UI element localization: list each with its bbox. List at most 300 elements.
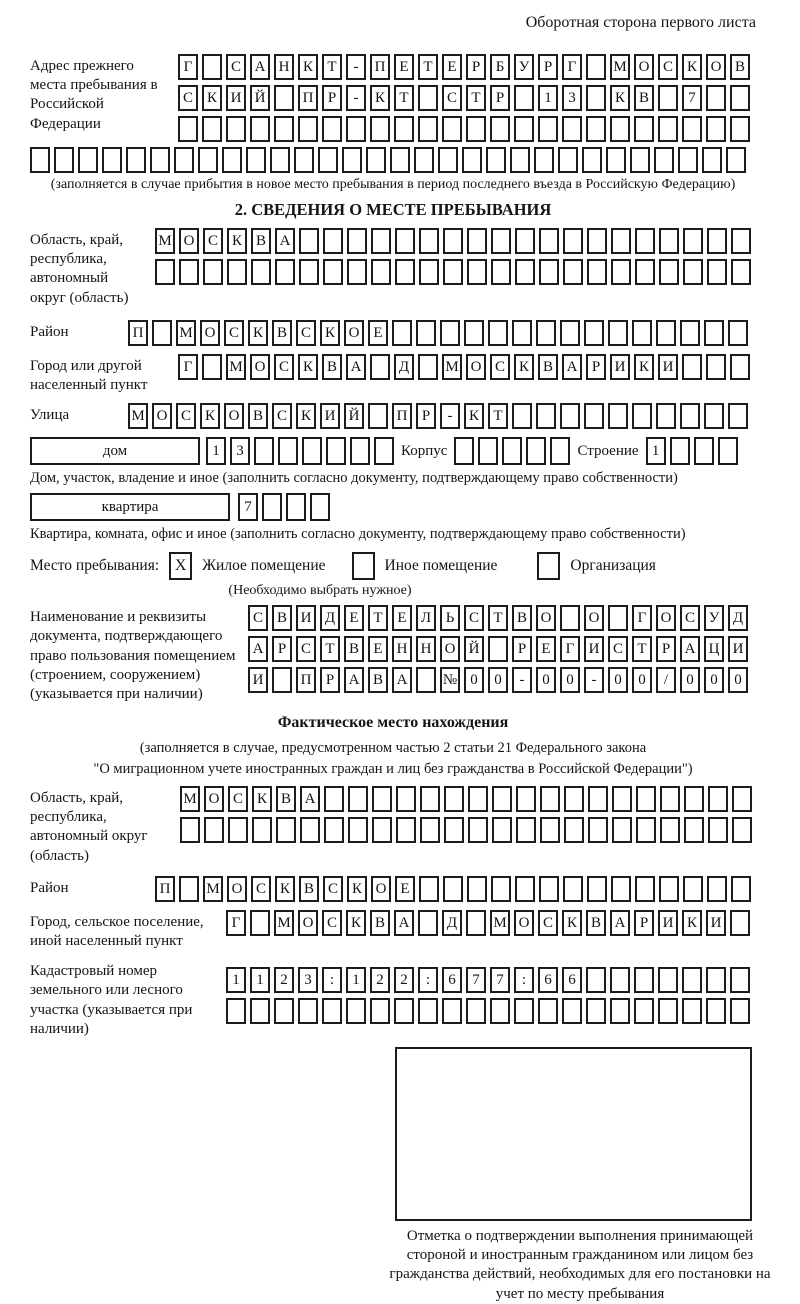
char-cell[interactable]: [486, 147, 506, 173]
char-cell[interactable]: 0: [680, 667, 700, 693]
char-cell[interactable]: 7: [682, 85, 702, 111]
char-cell[interactable]: И: [584, 636, 604, 662]
char-cell[interactable]: Б: [490, 54, 510, 80]
char-cell[interactable]: [586, 967, 606, 993]
char-cell[interactable]: [179, 876, 199, 902]
char-cell[interactable]: [274, 85, 294, 111]
char-cell[interactable]: [708, 817, 728, 843]
char-cell[interactable]: [491, 259, 511, 285]
char-cell[interactable]: Г: [560, 636, 580, 662]
char-cell[interactable]: [516, 817, 536, 843]
char-cell[interactable]: Л: [416, 605, 436, 631]
char-cell[interactable]: Т: [466, 85, 486, 111]
char-cell[interactable]: [419, 228, 439, 254]
char-cell[interactable]: [488, 636, 508, 662]
char-cell[interactable]: [612, 817, 632, 843]
char-cell[interactable]: М: [490, 910, 510, 936]
char-cell[interactable]: [298, 998, 318, 1024]
char-cell[interactable]: 0: [728, 667, 748, 693]
char-cell[interactable]: М: [610, 54, 630, 80]
char-cell[interactable]: Д: [394, 354, 414, 380]
char-cell[interactable]: [152, 320, 172, 346]
char-cell[interactable]: [608, 320, 628, 346]
char-cell[interactable]: В: [512, 605, 532, 631]
char-cell[interactable]: [416, 667, 436, 693]
char-cell[interactable]: К: [200, 403, 220, 429]
char-cell[interactable]: [467, 228, 487, 254]
char-cell[interactable]: [587, 228, 607, 254]
char-cell[interactable]: А: [562, 354, 582, 380]
char-cell[interactable]: [704, 320, 724, 346]
char-cell[interactable]: К: [252, 786, 272, 812]
char-cell[interactable]: [730, 116, 750, 142]
char-cell[interactable]: [274, 998, 294, 1024]
char-cell[interactable]: 2: [370, 967, 390, 993]
char-cell[interactable]: Т: [632, 636, 652, 662]
char-cell[interactable]: О: [204, 786, 224, 812]
char-cell[interactable]: [270, 147, 290, 173]
char-cell[interactable]: [490, 116, 510, 142]
char-cell[interactable]: [680, 320, 700, 346]
char-cell[interactable]: [634, 998, 654, 1024]
char-cell[interactable]: [684, 786, 704, 812]
char-cell[interactable]: [630, 147, 650, 173]
char-cell[interactable]: Т: [320, 636, 340, 662]
char-cell[interactable]: Ц: [704, 636, 724, 662]
char-cell[interactable]: [396, 817, 416, 843]
char-cell[interactable]: 2: [394, 967, 414, 993]
char-cell[interactable]: [324, 786, 344, 812]
char-cell[interactable]: [346, 116, 366, 142]
char-cell[interactable]: [586, 116, 606, 142]
char-cell[interactable]: [514, 85, 534, 111]
char-cell[interactable]: К: [610, 85, 630, 111]
char-cell[interactable]: [634, 116, 654, 142]
char-cell[interactable]: П: [128, 320, 148, 346]
char-cell[interactable]: К: [298, 54, 318, 80]
char-cell[interactable]: [510, 147, 530, 173]
char-cell[interactable]: [202, 54, 222, 80]
char-cell[interactable]: А: [392, 667, 412, 693]
char-cell[interactable]: [371, 259, 391, 285]
char-cell[interactable]: [534, 147, 554, 173]
char-cell[interactable]: М: [274, 910, 294, 936]
char-cell[interactable]: С: [176, 403, 196, 429]
char-cell[interactable]: [728, 320, 748, 346]
char-cell[interactable]: [346, 998, 366, 1024]
char-cell[interactable]: Р: [586, 354, 606, 380]
char-cell[interactable]: 1: [346, 967, 366, 993]
char-cell[interactable]: [635, 228, 655, 254]
char-cell[interactable]: В: [322, 354, 342, 380]
char-cell[interactable]: [467, 876, 487, 902]
char-cell[interactable]: [323, 259, 343, 285]
char-cell[interactable]: [587, 876, 607, 902]
char-cell[interactable]: С: [680, 605, 700, 631]
char-cell[interactable]: [420, 817, 440, 843]
char-cell[interactable]: [539, 259, 559, 285]
char-cell[interactable]: -: [346, 54, 366, 80]
char-cell[interactable]: К: [248, 320, 268, 346]
char-cell[interactable]: [466, 998, 486, 1024]
char-cell[interactable]: [502, 437, 522, 465]
char-cell[interactable]: [514, 998, 534, 1024]
char-cell[interactable]: Ь: [440, 605, 460, 631]
char-cell[interactable]: [347, 259, 367, 285]
char-cell[interactable]: [443, 876, 463, 902]
char-cell[interactable]: [704, 403, 724, 429]
char-cell[interactable]: К: [347, 876, 367, 902]
char-cell[interactable]: [516, 786, 536, 812]
char-cell[interactable]: [694, 437, 714, 465]
char-cell[interactable]: [588, 786, 608, 812]
char-cell[interactable]: [395, 228, 415, 254]
char-cell[interactable]: Е: [344, 605, 364, 631]
char-cell[interactable]: [419, 876, 439, 902]
char-cell[interactable]: 6: [538, 967, 558, 993]
char-cell[interactable]: [560, 320, 580, 346]
char-cell[interactable]: 0: [488, 667, 508, 693]
char-cell[interactable]: [538, 116, 558, 142]
char-cell[interactable]: [274, 116, 294, 142]
char-cell[interactable]: [731, 259, 751, 285]
char-cell[interactable]: [670, 437, 690, 465]
char-cell[interactable]: [584, 403, 604, 429]
char-cell[interactable]: 0: [608, 667, 628, 693]
char-cell[interactable]: Р: [634, 910, 654, 936]
char-cell[interactable]: О: [584, 605, 604, 631]
char-cell[interactable]: [560, 403, 580, 429]
char-cell[interactable]: И: [706, 910, 726, 936]
char-cell[interactable]: [250, 998, 270, 1024]
char-cell[interactable]: [491, 876, 511, 902]
char-cell[interactable]: [730, 910, 750, 936]
char-cell[interactable]: Р: [322, 85, 342, 111]
char-cell[interactable]: [54, 147, 74, 173]
char-cell[interactable]: [684, 817, 704, 843]
char-cell[interactable]: [587, 259, 607, 285]
char-cell[interactable]: К: [682, 54, 702, 80]
char-cell[interactable]: [514, 116, 534, 142]
char-cell[interactable]: [658, 116, 678, 142]
char-cell[interactable]: К: [346, 910, 366, 936]
char-cell[interactable]: Е: [442, 54, 462, 80]
char-cell[interactable]: Е: [368, 320, 388, 346]
char-cell[interactable]: [608, 403, 628, 429]
char-cell[interactable]: [254, 437, 274, 465]
char-cell[interactable]: [348, 817, 368, 843]
char-cell[interactable]: П: [370, 54, 390, 80]
char-cell[interactable]: [418, 910, 438, 936]
char-cell[interactable]: [302, 437, 322, 465]
char-cell[interactable]: [418, 85, 438, 111]
char-cell[interactable]: [732, 786, 752, 812]
char-cell[interactable]: Р: [416, 403, 436, 429]
char-cell[interactable]: [250, 116, 270, 142]
char-cell[interactable]: К: [202, 85, 222, 111]
char-cell[interactable]: 3: [230, 437, 250, 465]
char-cell[interactable]: С: [538, 910, 558, 936]
char-cell[interactable]: [180, 817, 200, 843]
char-cell[interactable]: И: [296, 605, 316, 631]
char-cell[interactable]: С: [323, 876, 343, 902]
char-cell[interactable]: [371, 228, 391, 254]
char-cell[interactable]: О: [298, 910, 318, 936]
char-cell[interactable]: [563, 259, 583, 285]
char-cell[interactable]: [299, 228, 319, 254]
char-cell[interactable]: [467, 259, 487, 285]
char-cell[interactable]: [512, 320, 532, 346]
char-cell[interactable]: А: [248, 636, 268, 662]
char-cell[interactable]: -: [440, 403, 460, 429]
char-cell[interactable]: [179, 259, 199, 285]
char-cell[interactable]: [394, 116, 414, 142]
char-cell[interactable]: [659, 228, 679, 254]
char-cell[interactable]: К: [227, 228, 247, 254]
char-cell[interactable]: 7: [490, 967, 510, 993]
char-cell[interactable]: [632, 403, 652, 429]
char-cell[interactable]: [538, 998, 558, 1024]
char-cell[interactable]: [444, 817, 464, 843]
char-cell[interactable]: [468, 786, 488, 812]
char-cell[interactable]: 2: [274, 967, 294, 993]
char-cell[interactable]: 6: [442, 967, 462, 993]
char-cell[interactable]: [708, 786, 728, 812]
char-cell[interactable]: М: [203, 876, 223, 902]
char-cell[interactable]: [678, 147, 698, 173]
char-cell[interactable]: [515, 259, 535, 285]
char-cell[interactable]: [731, 876, 751, 902]
char-cell[interactable]: В: [368, 667, 388, 693]
char-cell[interactable]: [438, 147, 458, 173]
char-cell[interactable]: С: [248, 605, 268, 631]
char-cell[interactable]: [659, 876, 679, 902]
char-cell[interactable]: Р: [512, 636, 532, 662]
char-cell[interactable]: Р: [538, 54, 558, 80]
char-cell[interactable]: [250, 910, 270, 936]
char-cell[interactable]: О: [371, 876, 391, 902]
char-cell[interactable]: [174, 147, 194, 173]
char-cell[interactable]: [202, 354, 222, 380]
char-cell[interactable]: [202, 116, 222, 142]
char-cell[interactable]: [584, 320, 604, 346]
char-cell[interactable]: Е: [394, 54, 414, 80]
char-cell[interactable]: В: [272, 605, 292, 631]
char-cell[interactable]: В: [276, 786, 296, 812]
char-cell[interactable]: [539, 228, 559, 254]
char-cell[interactable]: Р: [656, 636, 676, 662]
char-cell[interactable]: К: [562, 910, 582, 936]
char-cell[interactable]: Й: [464, 636, 484, 662]
char-cell[interactable]: К: [298, 354, 318, 380]
char-cell[interactable]: [656, 320, 676, 346]
char-cell[interactable]: [155, 259, 175, 285]
char-cell[interactable]: [635, 259, 655, 285]
char-cell[interactable]: [682, 998, 702, 1024]
char-cell[interactable]: М: [176, 320, 196, 346]
char-cell[interactable]: [252, 817, 272, 843]
char-cell[interactable]: [416, 320, 436, 346]
char-cell[interactable]: [658, 998, 678, 1024]
char-cell[interactable]: [324, 817, 344, 843]
char-cell[interactable]: 6: [562, 967, 582, 993]
char-cell[interactable]: У: [514, 54, 534, 80]
char-cell[interactable]: [683, 228, 703, 254]
char-cell[interactable]: [586, 54, 606, 80]
char-cell[interactable]: [539, 876, 559, 902]
char-cell[interactable]: Й: [250, 85, 270, 111]
char-cell[interactable]: [443, 228, 463, 254]
char-cell[interactable]: [658, 967, 678, 993]
char-cell[interactable]: 3: [562, 85, 582, 111]
char-cell[interactable]: О: [706, 54, 726, 80]
char-cell[interactable]: [560, 605, 580, 631]
char-cell[interactable]: [454, 437, 474, 465]
char-cell[interactable]: [226, 998, 246, 1024]
char-cell[interactable]: [586, 85, 606, 111]
char-cell[interactable]: [730, 998, 750, 1024]
char-cell[interactable]: Т: [418, 54, 438, 80]
char-cell[interactable]: Г: [632, 605, 652, 631]
char-cell[interactable]: М: [180, 786, 200, 812]
char-cell[interactable]: [298, 116, 318, 142]
char-cell[interactable]: М: [128, 403, 148, 429]
char-cell[interactable]: [418, 998, 438, 1024]
char-cell[interactable]: О: [250, 354, 270, 380]
char-cell[interactable]: [611, 876, 631, 902]
char-cell[interactable]: [682, 116, 702, 142]
char-cell[interactable]: О: [536, 605, 556, 631]
char-cell[interactable]: [394, 998, 414, 1024]
char-cell[interactable]: [536, 403, 556, 429]
char-cell[interactable]: [78, 147, 98, 173]
char-cell[interactable]: С: [608, 636, 628, 662]
char-cell[interactable]: [550, 437, 570, 465]
char-cell[interactable]: [654, 147, 674, 173]
char-cell[interactable]: [275, 259, 295, 285]
char-cell[interactable]: В: [251, 228, 271, 254]
char-cell[interactable]: [370, 354, 390, 380]
char-cell[interactable]: С: [203, 228, 223, 254]
char-cell[interactable]: [251, 259, 271, 285]
char-cell[interactable]: [348, 786, 368, 812]
char-cell[interactable]: [536, 320, 556, 346]
char-cell[interactable]: Д: [728, 605, 748, 631]
char-cell[interactable]: И: [226, 85, 246, 111]
char-cell[interactable]: [414, 147, 434, 173]
char-cell[interactable]: С: [296, 636, 316, 662]
char-cell[interactable]: 7: [466, 967, 486, 993]
char-cell[interactable]: 1: [250, 967, 270, 993]
char-cell[interactable]: [611, 259, 631, 285]
char-cell[interactable]: Е: [536, 636, 556, 662]
char-cell[interactable]: [492, 817, 512, 843]
char-cell[interactable]: С: [322, 910, 342, 936]
char-cell[interactable]: С: [442, 85, 462, 111]
char-cell[interactable]: С: [490, 354, 510, 380]
char-cell[interactable]: А: [250, 54, 270, 80]
char-cell[interactable]: [370, 116, 390, 142]
char-cell[interactable]: :: [322, 967, 342, 993]
char-cell[interactable]: С: [272, 403, 292, 429]
char-cell[interactable]: О: [152, 403, 172, 429]
char-cell[interactable]: [656, 403, 676, 429]
char-cell[interactable]: [564, 786, 584, 812]
char-cell[interactable]: -: [346, 85, 366, 111]
char-cell[interactable]: Р: [272, 636, 292, 662]
char-cell[interactable]: [658, 85, 678, 111]
char-cell[interactable]: [478, 437, 498, 465]
char-cell[interactable]: [440, 320, 460, 346]
char-cell[interactable]: С: [274, 354, 294, 380]
char-cell[interactable]: [730, 354, 750, 380]
char-cell[interactable]: :: [418, 967, 438, 993]
char-cell[interactable]: О: [514, 910, 534, 936]
char-cell[interactable]: С: [464, 605, 484, 631]
char-cell[interactable]: С: [251, 876, 271, 902]
char-cell[interactable]: [419, 259, 439, 285]
char-cell[interactable]: У: [704, 605, 724, 631]
char-cell[interactable]: [102, 147, 122, 173]
char-cell[interactable]: [540, 786, 560, 812]
char-cell[interactable]: И: [658, 354, 678, 380]
char-cell[interactable]: Т: [488, 605, 508, 631]
char-cell[interactable]: О: [656, 605, 676, 631]
char-cell[interactable]: [442, 998, 462, 1024]
char-cell[interactable]: [272, 667, 292, 693]
char-cell[interactable]: К: [464, 403, 484, 429]
char-cell[interactable]: [350, 437, 370, 465]
char-cell[interactable]: И: [658, 910, 678, 936]
char-cell[interactable]: С: [228, 786, 248, 812]
char-cell[interactable]: [468, 817, 488, 843]
char-cell[interactable]: К: [275, 876, 295, 902]
char-cell[interactable]: Г: [226, 910, 246, 936]
char-cell[interactable]: Е: [392, 605, 412, 631]
char-cell[interactable]: [515, 876, 535, 902]
char-cell[interactable]: А: [344, 667, 364, 693]
char-cell[interactable]: Е: [368, 636, 388, 662]
char-cell[interactable]: [347, 228, 367, 254]
char-cell[interactable]: О: [466, 354, 486, 380]
char-cell[interactable]: П: [298, 85, 318, 111]
char-cell[interactable]: [262, 493, 282, 521]
char-cell[interactable]: [683, 259, 703, 285]
char-cell[interactable]: Й: [344, 403, 364, 429]
char-cell[interactable]: К: [370, 85, 390, 111]
char-cell[interactable]: [632, 320, 652, 346]
char-cell[interactable]: 1: [538, 85, 558, 111]
char-cell[interactable]: И: [248, 667, 268, 693]
char-cell[interactable]: В: [344, 636, 364, 662]
char-cell[interactable]: С: [226, 54, 246, 80]
char-cell[interactable]: [732, 817, 752, 843]
char-cell[interactable]: [299, 259, 319, 285]
char-cell[interactable]: [227, 259, 247, 285]
char-cell[interactable]: [564, 817, 584, 843]
char-cell[interactable]: [443, 259, 463, 285]
char-cell[interactable]: [608, 605, 628, 631]
char-cell[interactable]: [390, 147, 410, 173]
char-cell[interactable]: Т: [488, 403, 508, 429]
char-cell[interactable]: П: [392, 403, 412, 429]
char-cell[interactable]: [707, 259, 727, 285]
char-cell[interactable]: [300, 817, 320, 843]
char-cell[interactable]: [636, 817, 656, 843]
char-cell[interactable]: -: [512, 667, 532, 693]
char-cell[interactable]: [226, 116, 246, 142]
char-cell[interactable]: [562, 998, 582, 1024]
